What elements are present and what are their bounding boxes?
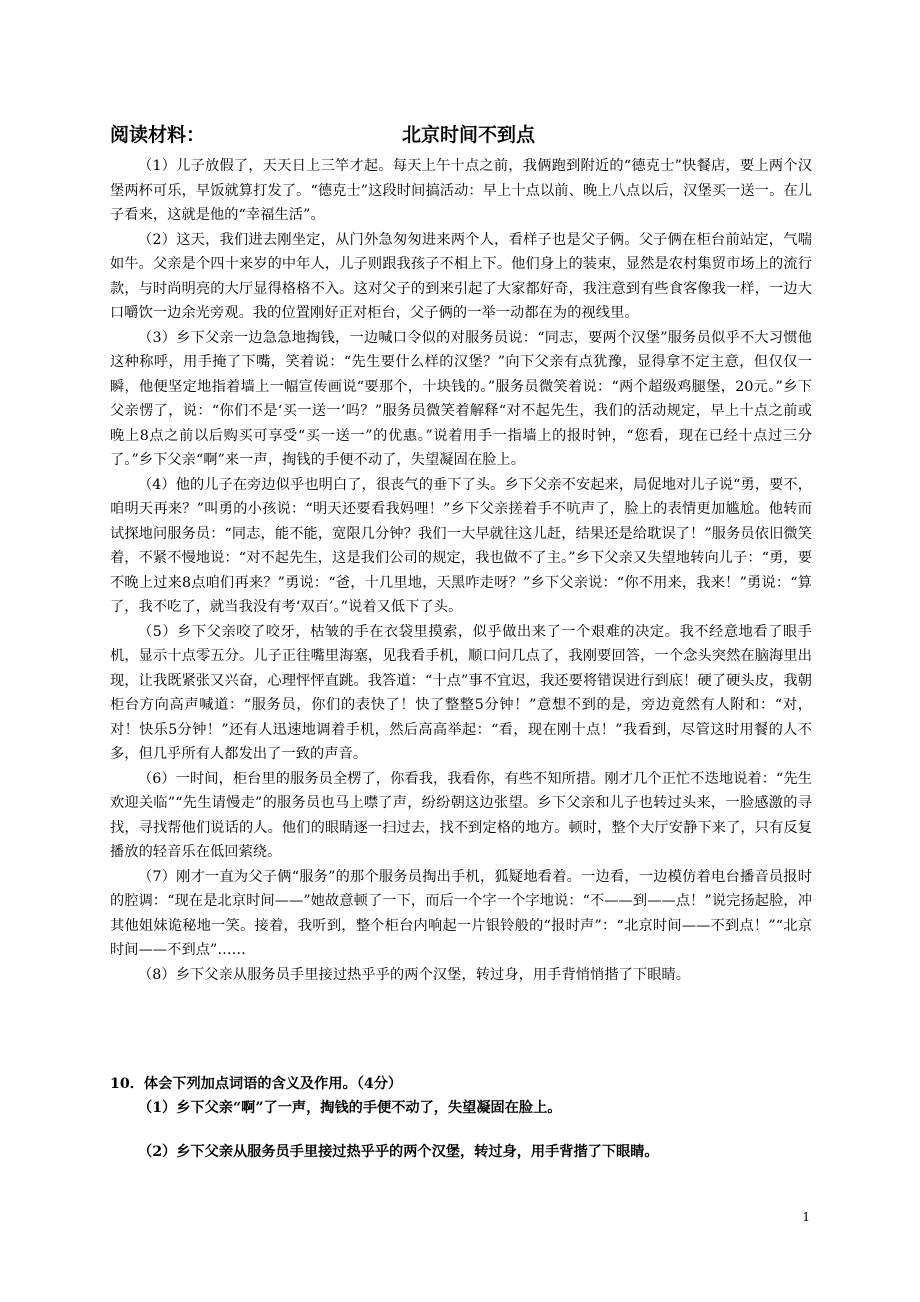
paragraph-4: （4）他的儿子在旁边似乎也明白了，很丧气的垂下了头。乡下父亲不安起来，局促地对儿子说“勇，要不，咱明天再来？”叫勇的小孩说：“明天还要看我妈哩！”乡下父亲搓着手不吭声了，脸上的表情更加尴尬。他转而试探地问服务员：“同志，能不能，宽限几分钟？我们一大早就往这儿赶，结果还是给耽误了！”服务员依旧微笑着，不紧不慢地说：“对不起先生，这是我们公司的规定，我也做不了主。”乡下父亲又失望地转向儿子：“勇，要不晚上过来8点咱们再来？”勇说：“爸，十几里地，天黑咋走呀？”乡下父亲说：“你不用来，我来！”勇说：“算了，我不吃了，就当我没有考‘双百’。”说着又低下了头。 — [110, 476, 812, 615]
paragraph-5: （5）乡下父亲咬了咬牙，枯皱的手在衣袋里摸索，似乎做出来了一个艰难的决定。我不经意地看了眼手机，显示十点零五分。儿子正往嘴里海塞，见我看手机，顺口问几点了，我刚要回答，一个念头突然在脑海里出现，让我既紧张又兴奋，心理怦怦直跳。我答道：“十点”事不宜迟，我还要将错误进行到底！硬了硬头皮，我朝柜台方向高声喊道：“服务员，你们的表快了！快了整整5分钟！”意想不到的是，旁边竟然有人附和：“对，对！快乐5分钟！”还有人迅速地调着手机，然后高高举起：“看，现在刚十点！”我看到，尽管这时用餐的人不多，但几乎所有人都发出了一致的声音。 — [110, 623, 812, 762]
question-item-2: （2）乡下父亲从服务员手里接过热乎乎的两个汉堡，转过身，用手背揩了下眼睛。 — [138, 1144, 659, 1160]
page-number: 1 — [802, 1210, 810, 1224]
paragraph-7: （7）刚才一直为父子俩“服务”的那个服务员掏出手机，狐疑地看着。一边看，一边模仿着电台播音员报时的腔调：“现在是北京时间——”她故意顿了一下，而后一个字一个字地说：“不——到——点！”说完扬起脸，冲其他姐妹诡秘地一笑。接着，我听到，整个柜台内响起一片银铃般的“报时声”：“北京时间——不到点！”“北京时间——不到点”…… — [110, 868, 812, 958]
paragraph-6: （6）一时间，柜台里的服务员全楞了，你看我，我看你，有些不知所措。刚才几个正忙不迭地说着：“先生欢迎关临”“先生请慢走”的服务员也马上噤了声，纷纷朝这边张望。乡下父亲和儿子也转过头来，一脸感激的寻找，寻找帮他们说话的人。他们的眼睛逐一扫过去，找不到定格的地方。顿时，整个大厅安静下来了，只有反复播放的轻音乐在低回萦绕。 — [110, 770, 812, 860]
heading-label: 阅读材料： — [110, 124, 206, 146]
article-body — [110, 154, 812, 987]
paragraph-8: （8）乡下父亲从服务员手里接过热乎乎的两个汉堡，转过身，用手背悄悄揩了下眼睛。 — [138, 966, 691, 983]
paragraph-1: （1）儿子放假了，天天日上三竿才起。每天上午十点之前，我俩跑到附近的“德克士”快餐店，要上两个汉堡两杯可乐，早饭就算打发了。“德克士”这段时间搞活动：早上十点以前、晚上八点以后，汉堡买一送一。在儿子看来，这就是他的“幸福生活”。 — [110, 158, 812, 223]
article-title: 北京时间不到点 — [402, 124, 536, 146]
question-item-1: （1）乡下父亲“啊”了一声，掏钱的手便不动了，失望凝固在脸上。 — [138, 1100, 562, 1116]
paragraph-2: （2）这天，我们进去刚坐定，从门外急匆匆进来两个人，看样子也是父子俩。父子俩在柜台前站定，气喘如牛。父亲是个四十来岁的中年人，儿子则跟我孩子不相上下。他们身上的装束，显然是农村集贸市场上的流行款，与时尚明亮的大厅显得格格不入。这对父子的到来引起了大家都好奇，我注意到有些食客像我一样，一边大口嚼饮一边余光旁观。我的位置刚好正对柜台，父子俩的一举一动都在为的视线里。 — [110, 231, 812, 321]
heading — [110, 120, 810, 150]
paragraph-3: （3）乡下父亲一边急急地掏钱，一边喊口令似的对服务员说：“同志，要两个汉堡”服务员似乎不大习惯他这种称呼，用手掩了下嘴，笑着说：“先生要什么样的汉堡？”向下父亲有点犹豫，显得拿不定主意，但仅仅一瞬，他便坚定地指着墙上一幅宣传画说“要那个，十块钱的。”服务员微笑着说：“两个超级鸡腿堡，20元。”乡下父亲愣了，说：“你们不是‘买一送一’吗？”服务员微笑着解释“对不起先生，我们的活动规定，早上十点之前或晚上8点之前以后购买可享受“买一送一”的优惠。”说着用手一指墙上的报时钟，“您看，现在已经十点过三分了。”乡下父亲“啊”来一声，掏钱的手便不动了，失望凝固在脸上。 — [110, 329, 812, 468]
question-title: 10．体会下列加点词语的含义及作用。（4分） — [110, 1076, 403, 1092]
question-block — [110, 1072, 812, 1164]
